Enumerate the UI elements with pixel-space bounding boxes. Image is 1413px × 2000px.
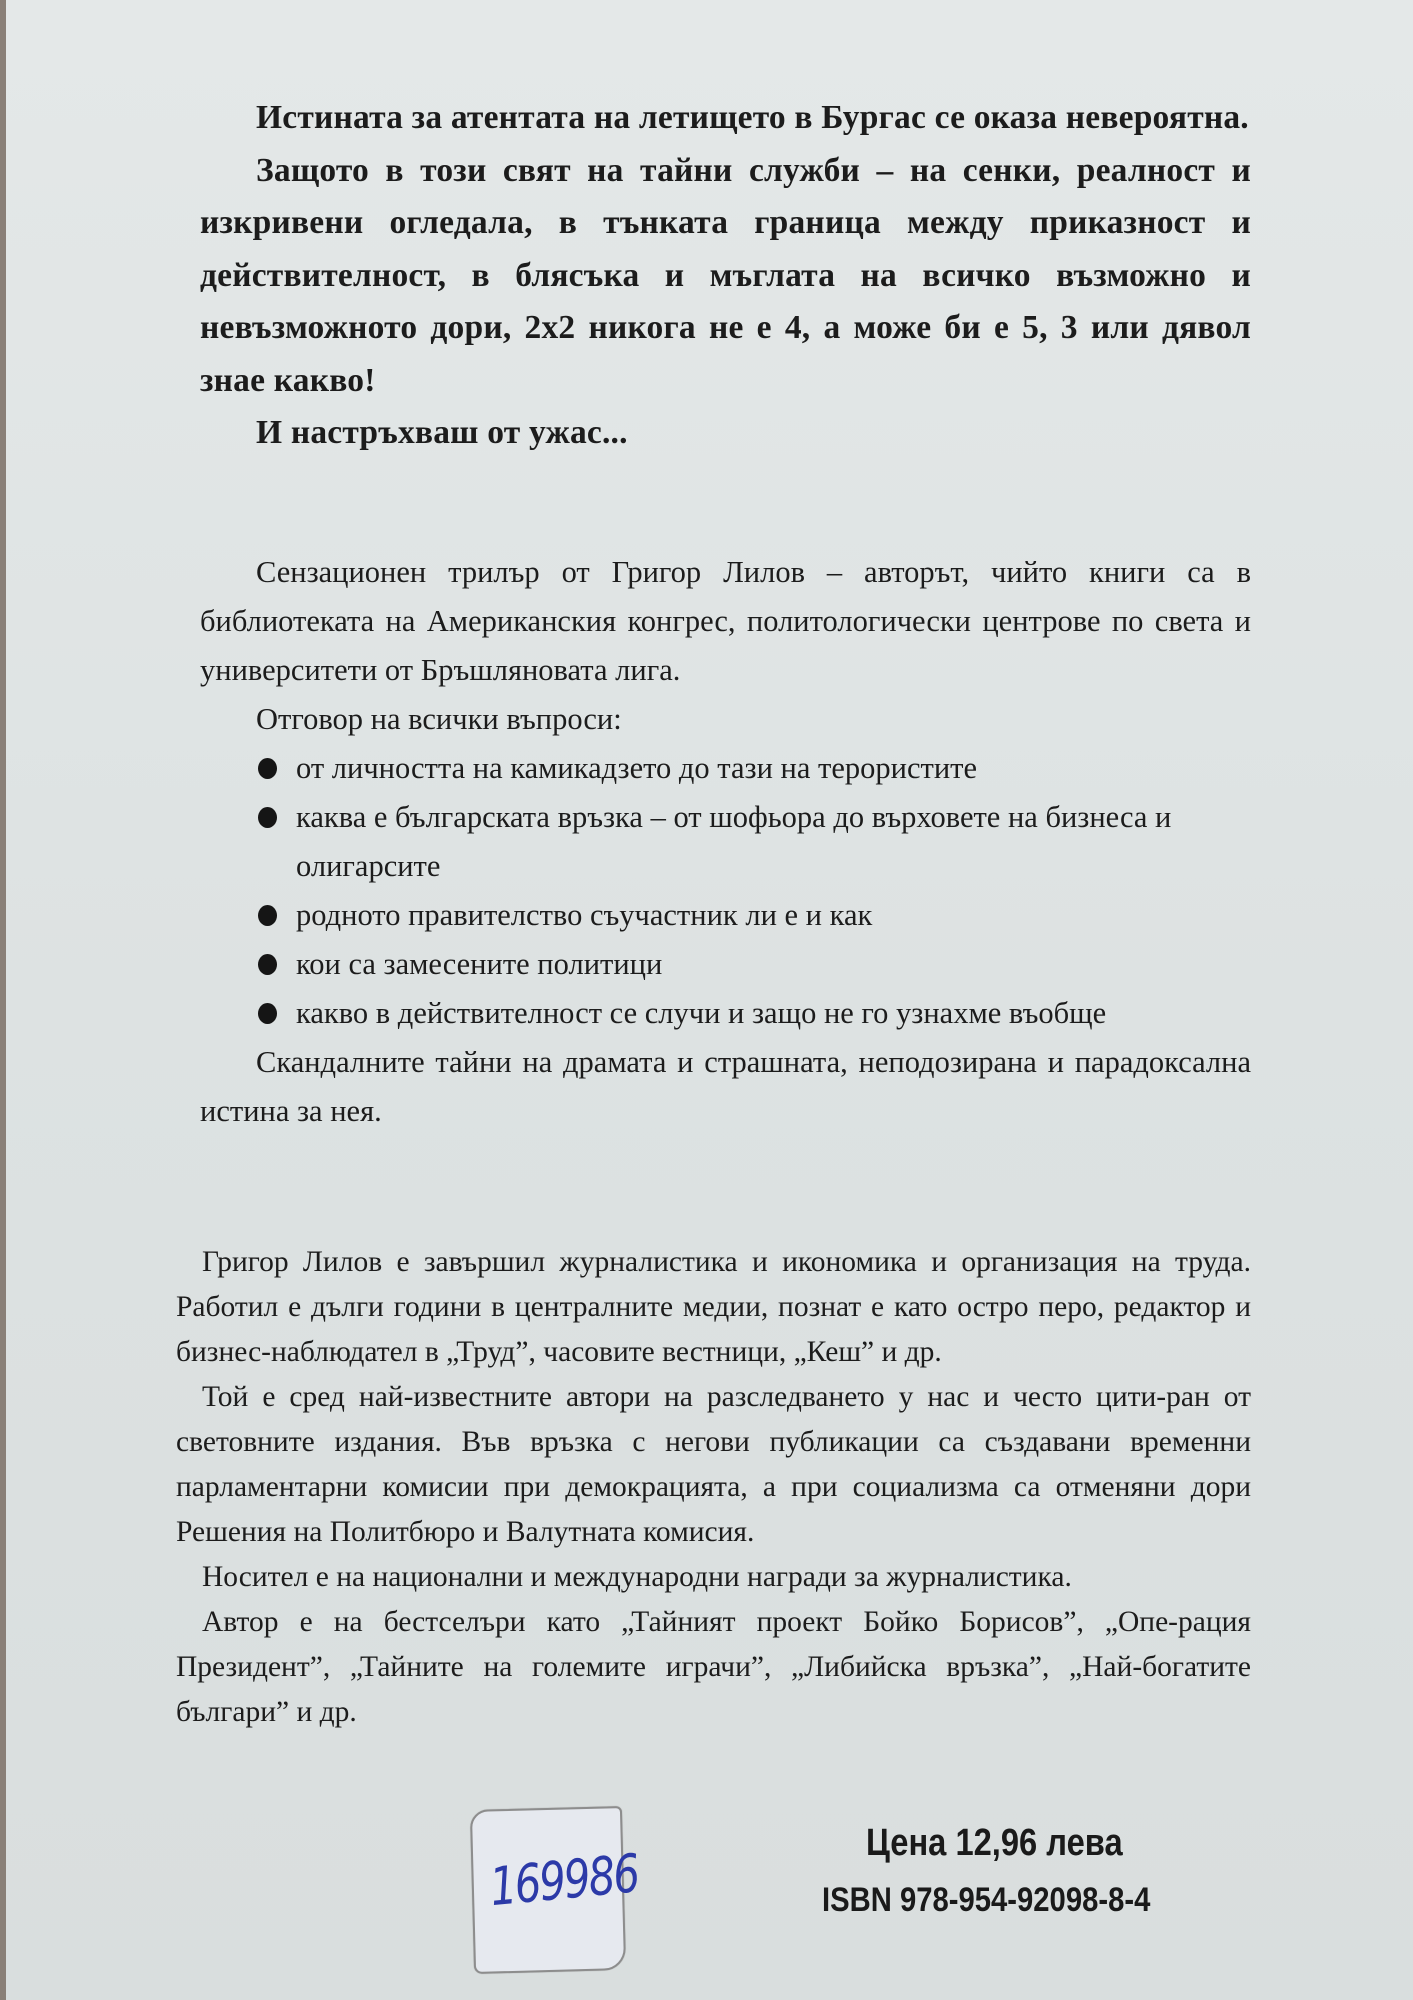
- list-item-text: от личността на камикадзето до тази на терористите: [296, 751, 978, 785]
- bio-paragraph-3: Носител е на национални и международни награди за журналистика.: [202, 1561, 1072, 1593]
- list-item: [258, 891, 1251, 940]
- bullet-icon: [258, 1003, 277, 1024]
- price-label: Цена 12,96 лева: [866, 1822, 1123, 1864]
- intro-paragraph-2: [200, 145, 1251, 408]
- description-section: [200, 548, 1251, 1136]
- cover-edge: [0, 0, 6, 2000]
- bio-paragraph-4: Автор е на бестселъри като „Тайният проект Бойко Борисов”, „Опе-рация Президент”, „Тайните на големите играчи”, „Либийска връзка”, „Най-богатите българи” и др.: [176, 1606, 1251, 1728]
- list-item: [258, 744, 1251, 793]
- lead-paragraph: Сензационен трилър от Григор Лилов – авторът, чийто книги са в библиотеката на Американския конгрес, политологически центрове по света и университети от Бръшляновата лига.: [200, 555, 1251, 687]
- price-sticker: [470, 1806, 641, 1974]
- bullet-icon: [258, 954, 277, 975]
- list-item: [258, 793, 1251, 891]
- list-item-text: какво в действителност се случи и защо не го узнахме въобще: [296, 996, 1107, 1030]
- sticker-number: 169986: [487, 1842, 641, 1918]
- list-item-text: каква е българската връзка – от шофьора до върховете на бизнеса и олигарсите: [296, 800, 1172, 883]
- bio-paragraph-2: Той е сред най-известните автори на разследването у нас и често цити-ран от световните издания. Във връзка с негови публикации са създавани временни парламентарни комисии при демокрацията, а при социализма са отменяни дори Решения на Политбюро и Валутната комисия.: [176, 1381, 1251, 1548]
- author-bio-section: [176, 1240, 1251, 1735]
- bullet-icon: [258, 758, 277, 779]
- intro-section: [200, 92, 1251, 460]
- list-item: [258, 989, 1251, 1038]
- list-item-text: кои са замесените политици: [296, 947, 663, 981]
- intro-paragraph-1: [200, 92, 1251, 145]
- bio-paragraph-1: Григор Лилов е завършил журналистика и икономика и организация на труда. Работил е дълги години в централните медии, познат е като остро перо, редактор и бизнес-наблюдател в „Труд”, часовите вестници, „Кеш” и др.: [176, 1246, 1251, 1368]
- list-item: [258, 940, 1251, 989]
- closing-paragraph: Скандалните тайни на драмата и страшната, неподозирана и парадоксална истина за нея.: [200, 1045, 1251, 1128]
- price-isbn-block: [822, 1818, 1262, 1924]
- bullet-icon: [258, 807, 277, 828]
- questions-list: [258, 744, 1251, 1038]
- questions-heading: Отговор на всички въпроси:: [256, 702, 622, 736]
- list-item-text: родното правителство съучастник ли е и как: [296, 898, 873, 932]
- intro-text-1: Истината за атентата на летището в Бургас се оказа невероятна.: [256, 99, 1249, 136]
- bullet-icon: [258, 905, 277, 926]
- intro-paragraph-3: [200, 407, 1251, 460]
- intro-text-2: Защото в този свят на тайни служби – на сенки, реалност и изкривени огледала, в тънката граница между приказност и действителност, в блясъка и мъглата на всичко възможно и невъзможното дори, 2х2 никога не е 4, а може би е 5, 3 или дявол знае какво!: [200, 151, 1251, 399]
- intro-text-3: И настръхваш от ужас...: [256, 414, 628, 451]
- isbn-label: ISBN 978-954-92098-8-4: [822, 1881, 1151, 1919]
